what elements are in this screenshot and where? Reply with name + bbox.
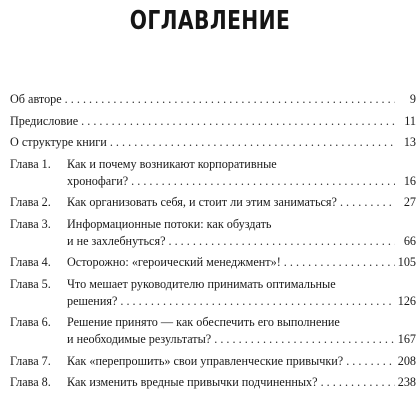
toc-entry-about-author[interactable] [10, 91, 416, 108]
toc-leader-dots [65, 91, 395, 108]
toc-leader-dots [346, 353, 395, 370]
chapter-label: Глава 2. [10, 195, 51, 209]
chapter-label: Глава 3. [10, 216, 51, 231]
toc-entry-chapter-2[interactable] [10, 194, 416, 211]
chapter-title-line: Информационные потоки: как обуздать [67, 216, 272, 231]
toc-entry-chapter-1[interactable] [10, 156, 416, 190]
toc-page-number: 27 [403, 195, 416, 209]
toc-entry-chapter-8[interactable] [10, 374, 416, 391]
toc-page-number: 16 [403, 173, 416, 188]
chapter-title-line: и не захлебнуться? [67, 233, 166, 248]
toc-leader-dots [321, 374, 395, 391]
toc-leader-dots [110, 134, 395, 151]
toc-leader-dots [131, 173, 395, 190]
toc-entry-title: О структуре книги [10, 135, 107, 149]
toc-page-number: 13 [403, 135, 416, 149]
chapter-label: Глава 5. [10, 276, 51, 291]
toc-entry-chapter-7[interactable] [10, 353, 416, 370]
chapter-title-line: Решение принято — как обеспечить его выполнение [67, 315, 340, 329]
toc-page-number: 66 [403, 233, 416, 248]
toc-page-number: 11 [404, 113, 416, 128]
chapter-title-line: Как и почему возникают корпоративные [67, 156, 277, 171]
toc-page-number: 105 [397, 255, 416, 269]
chapter-label: Глава 4. [10, 255, 51, 269]
toc-leader-dots [168, 233, 395, 250]
toc-entry-chapter-5[interactable] [10, 276, 416, 310]
toc-leader-dots [120, 293, 394, 310]
toc-entry-chapter-4[interactable] [10, 254, 416, 271]
toc-page-number: 9 [409, 92, 416, 106]
toc-leader-dots [284, 254, 395, 271]
chapter-title-line: Как «перепрошить» свои управленческие привычки? [67, 353, 344, 368]
chapter-title-line: хронофаги? [67, 173, 129, 188]
chapter-label: Глава 1. [10, 156, 51, 171]
toc-entry-title: Об авторе [10, 92, 62, 106]
chapter-title-line: Осторожно: «героический менеджмент»! [67, 255, 281, 269]
chapter-title-line: и необходимые результаты? [67, 332, 212, 346]
chapter-title-line: Как организовать себя, и стоит ли этим заниматься? [67, 195, 337, 209]
toc-page-number: 238 [397, 375, 416, 389]
page-title: ОГЛАВЛЕНИЕ [129, 6, 291, 36]
table-of-contents [10, 91, 416, 391]
toc-leader-dots [340, 194, 395, 211]
toc-page-number: 208 [397, 353, 416, 368]
toc-entry-title: Предисловие [10, 113, 79, 128]
toc-entry-chapter-3[interactable] [10, 216, 416, 250]
chapter-title-line: Как изменить вредные привычки подчиненных? [67, 375, 318, 389]
toc-page-number: 167 [397, 332, 416, 346]
toc-leader-dots [214, 331, 395, 348]
toc-entry-preface[interactable] [10, 113, 416, 130]
chapter-label: Глава 7. [10, 353, 51, 368]
chapter-label: Глава 8. [10, 375, 51, 389]
chapter-title-line: Что мешает руководителю принимать оптимальные [67, 276, 336, 291]
toc-page-number: 126 [397, 293, 416, 308]
chapter-label: Глава 6. [10, 315, 51, 329]
toc-entry-book-structure[interactable] [10, 134, 416, 151]
toc-leader-dots [81, 113, 395, 130]
chapter-title-line: решения? [67, 293, 118, 308]
toc-entry-chapter-6[interactable] [10, 314, 416, 348]
